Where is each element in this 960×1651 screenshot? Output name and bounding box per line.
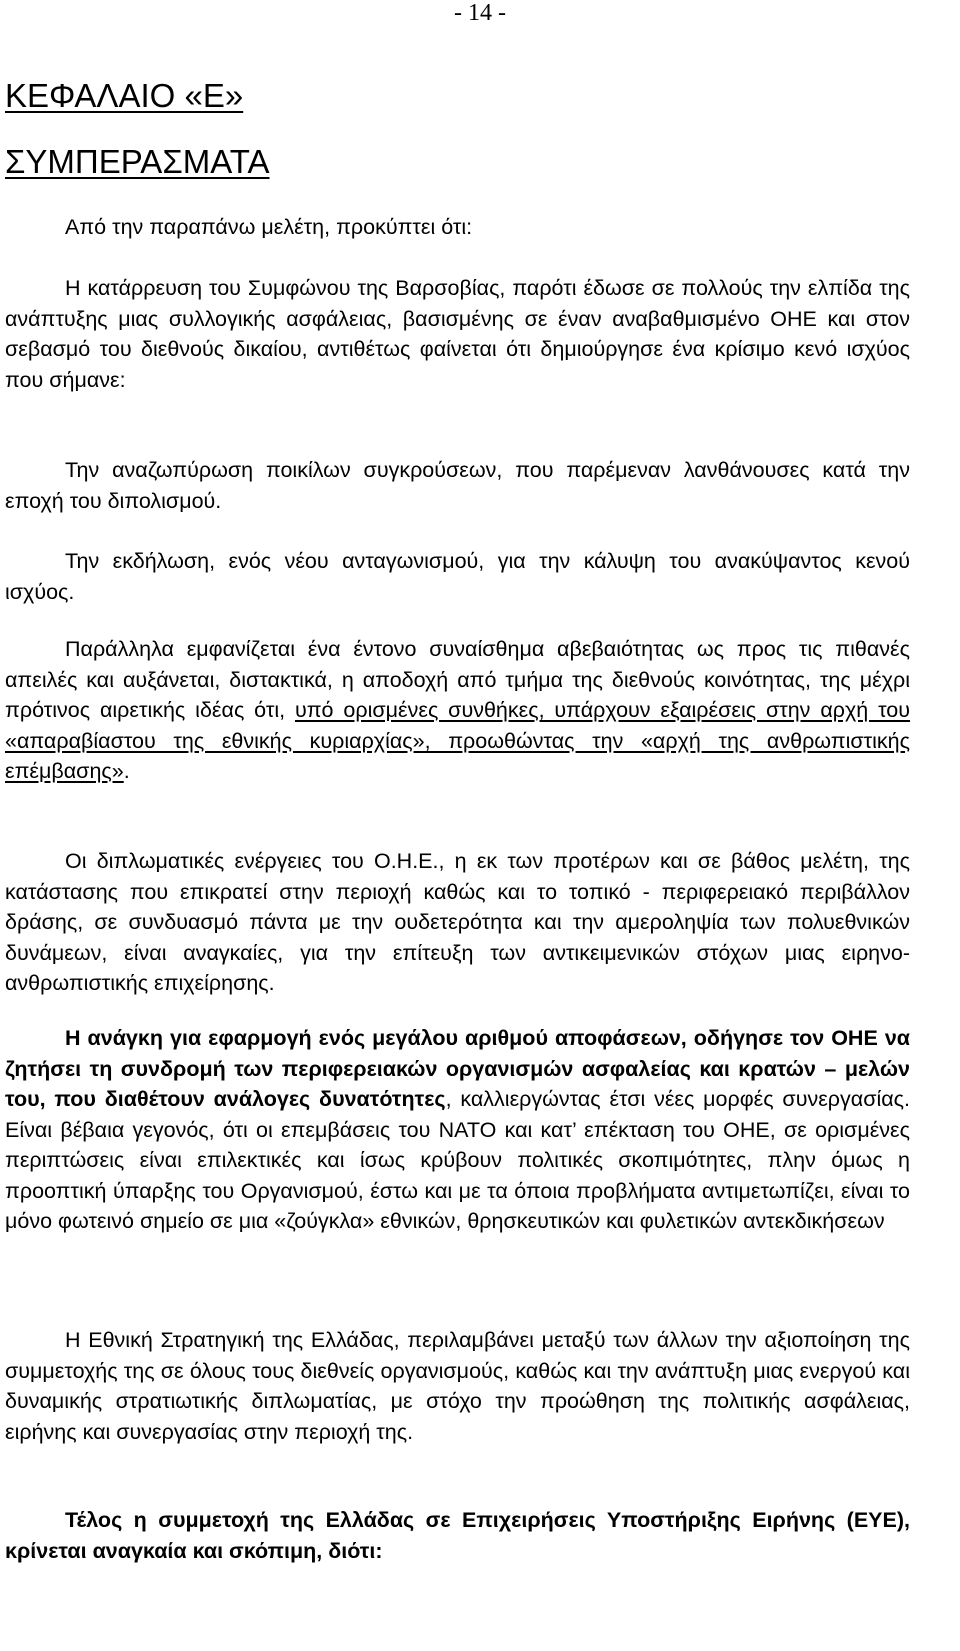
paragraph-conflicts: Την αναζωπύρωση ποικίλων συγκρούσεων, που παρέμεναν λανθάνουσες κατά την εποχή του διπολισμού. [5, 458, 910, 513]
paragraph-greece-peace-operations: Τέλος η συμμετοχή της Ελλάδας σε Επιχειρήσεις Υποστήριξης Ειρήνης (ΕΥΕ), κρίνεται αναγκαία και σκόπιμη, διότι: [5, 1508, 910, 1563]
paragraph-un-cooperation [5, 1023, 910, 1237]
paragraph-warsaw-pact: Η κατάρρευση του Συμφώνου της Βαρσοβίας, παρότι έδωσε σε πολλούς την ελπίδα της ανάπτυξης μιας συλλογικής ασφάλειας, βασισμένης σε έναν αναβαθμισμένο ΟΗΕ και στον σεβασμό του διεθνούς δικαίου, αντιθέτως φαίνεται ότι δημιούργησε ένα κρίσιμο κενό ισχύος που σήμανε: [5, 276, 910, 392]
paragraph-uncertainty-end: . [123, 759, 130, 783]
para5-block [5, 846, 910, 999]
chapter-heading: ΚΕΦΑΛΑΙΟ «Ε» [5, 77, 244, 114]
para1-block [5, 273, 910, 395]
para4-block [5, 634, 910, 787]
paragraph-diplomatic-actions: Οι διπλωματικές ενέργειες του Ο.Η.Ε., η εκ των προτέρων και σε βάθος μελέτη, της κατάστασης που επικρατεί στην περιοχή καθώς και το τοπικό - περιφερειακό περιβάλλον δράσης, σε συνδυασμό πάντα με την ουδετερότητα και την αμεροληψία των πολυεθνικών δυνάμεων, είναι αναγκαίες, για την επίτευξη των αντικειμενικών στόχων μιας ειρηνο-ανθρωπιστικής επιχείρησης. [5, 849, 910, 995]
para7-block [5, 1325, 910, 1447]
bold-un-need: Η ανάγκη για εφαρμογή ενός μεγάλου αριθμού αποφάσεων, οδήγησε τον ΟΗΕ να ζητήσει τη συνδρομή των περιφερειακών οργανισμών ασφαλείας και κρατών – μελών του, που διαθέτουν ανάλογες δυνατότητες [5, 1026, 910, 1111]
intro-block [5, 212, 910, 243]
paragraph-uncertainty-text: Παράλληλα εμφανίζεται ένα έντονο συναίσθημα αβεβαιότητας ως προς τις πιθανές απειλές και αυξάνεται, διστακτικά, η αποδοχή από τμήμα της διεθνούς κοινότητας, της μέχρι πρότινος αιρετικής ιδέας ότι, [5, 637, 910, 722]
paragraph-uncertainty [5, 634, 910, 787]
paragraph-greek-strategy: Η Εθνική Στρατηγική της Ελλάδας, περιλαμβάνει μεταξύ των άλλων την αξιοποίηση της συμμετοχής της σε όλους τους διεθνείς οργανισμούς, καθώς και την ανάπτυξη μιας ενεργού και δυναμικής στρατιωτικής διπλωματίας, με στόχο την προώθηση της πολιτικής ασφάλειας, ειρήνης και συνεργασίας στην περιοχή της. [5, 1328, 910, 1444]
underlined-humanitarian-intervention: υπό ορισμένες συνθήκες, υπάρχουν εξαιρέσεις στην αρχή του «απαραβίαστου της εθνικής κυριαρχίας», προωθώντας την «αρχή της ανθρωπιστικής επέμβασης» [5, 698, 911, 783]
para2-block [5, 455, 910, 516]
page-number: - 14 - [454, 0, 506, 26]
intro-paragraph: Από την παραπάνω μελέτη, προκύπτει ότι: [65, 215, 473, 239]
para3-block [5, 546, 910, 607]
para6-block [5, 1023, 910, 1237]
para8-block [5, 1505, 910, 1566]
section-heading: ΣΥΜΠΕΡΑΣΜΑΤΑ [5, 143, 270, 180]
paragraph-competition: Την εκδήλωση, ενός νέου ανταγωνισμού, για την κάλυψη του ανακύψαντος κενού ισχύος. [5, 549, 910, 604]
paragraph-un-cooperation-text: , καλλιεργώντας έτσι νέες μορφές συνεργασίας. Είναι βέβαια γεγονός, ότι οι επεμβάσεις του ΝΑΤΟ και κατ’ επέκταση του ΟΗΕ, σε ορισμένες περιπτώσεις είναι επιλεκτικές και ίσως κρύβουν πολιτικές σκοπιμότητες, πλην όμως η προοπτική ύπαρξης του Οργανισμού, έστω και με τα όποια προβλήματα αντιμετωπίζει, είναι το μόνο φωτεινό σημείο σε μια «ζούγκλα» εθνικών, θρησκευτικών και φυλετικών αντεκδικήσεων [5, 1087, 911, 1233]
